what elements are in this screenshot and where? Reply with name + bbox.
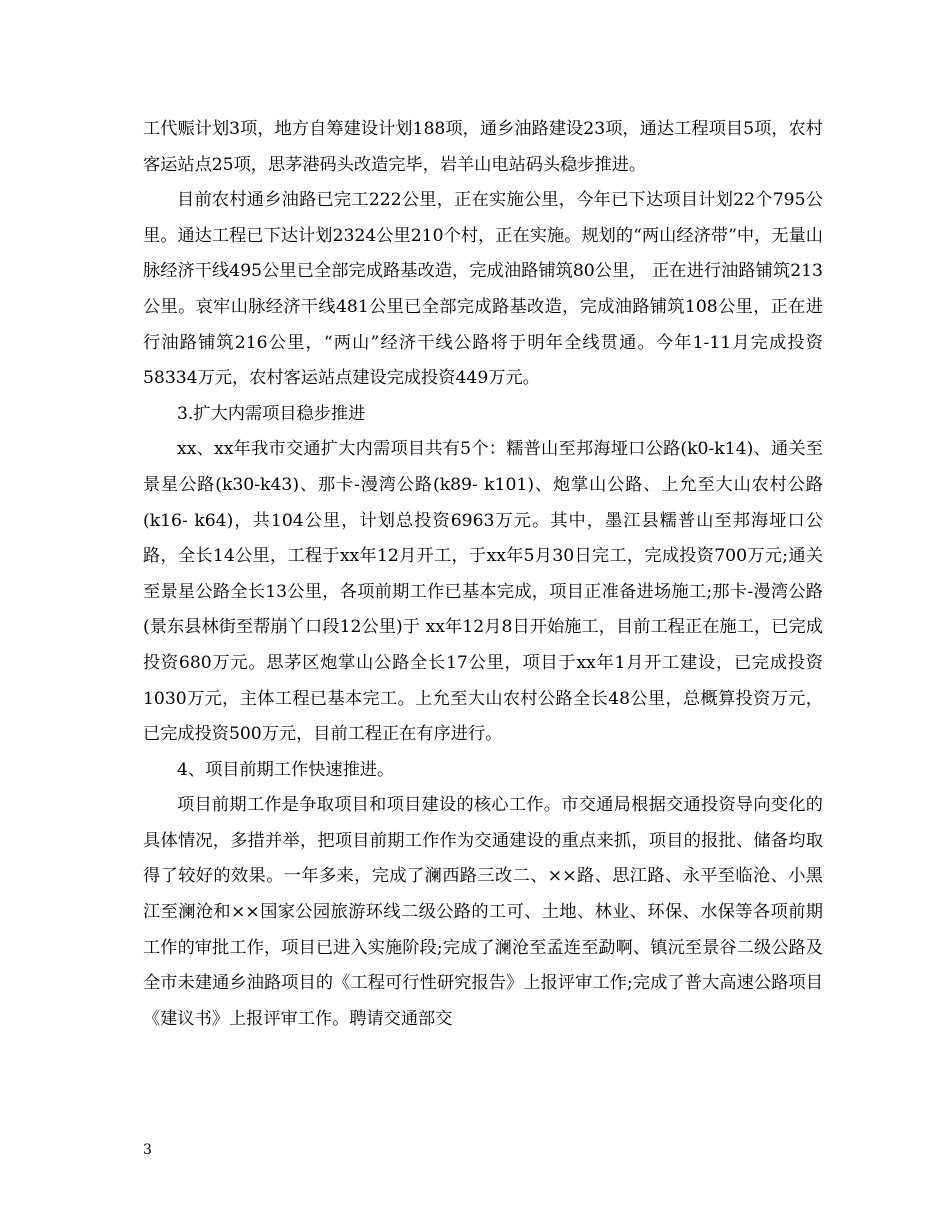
section-heading-domestic-demand: 3.扩大内需项目稳步推进 [177,403,366,424]
paragraph-rural-roads: 目前农村通乡油路已完工222公里，正在实施公里，今年已下达项目计划22个795公里。通达工程已下达计划2324公里210个村，正在实施。规划的“两山经济带”中，无量山脉经济干线495公里已全部完成路基改造，完成油路铺筑80公里， 正在进行油路铺筑213公里。哀牢山脉经济干线481公里已全部完成路基改造，完成油路铺筑108公里，正在进行油路铺筑216公里，“两山”经济干线公路将于明年全线贯通。今年1-11月完成投资58334万元，农村客运站点建设完成投资449万元。 [143,190,823,389]
section-heading-preliminary-work: 4、项目前期工作快速推进。 [177,759,395,780]
page-number: 3 [143,1142,152,1158]
paragraph-domestic-demand-projects: xx、xx年我市交通扩大内需项目共有5个：糯普山至邦海垭口公路(k0-k14)、通关至景星公路(k30-k43)、那卡-漫湾公路(k89- k101)、炮掌山公路、上允至大山农村公路(k16- k64)，共104公里，计划总投资6963万元。其中，墨江县糯普山至邦海垭口公路，全长14公里，工程于xx年12月开工，于xx年5月30日完工，完成投资700万元;通关至景星公路全长13公里，各项前期工作已基本完成，项目正准备进场施工;那卡-漫湾公路(景东县林街至帮崩丫口段12公里)于 xx年12月8日开始施工，目前工程正在施工，已完成投资680万元。思茅区炮掌山公路全长17公里，项目于xx年1月开工建设，已完成投资1030万元，主体工程已基本完工。上允至大山农村公路全长48公里，总概算投资万元，已完成投资500万元，目前工程正在有序进行。 [143,439,823,745]
body-text [143,112,823,1037]
paragraph-preliminary-work: 项目前期工作是争取项目和项目建设的核心工作。市交通局根据交通投资导向变化的具体情况，多措并举，把项目前期工作作为交通建设的重点来抓，项目的报批、储备均取得了较好的效果。一年多来，完成了澜西路三改二、××路、思江路、永平至临沧、小黑江至澜沧和××国家公园旅游环线二级公路的工可、土地、林业、环保、水保等各项前期工作的审批工作，项目已进入实施阶段;完成了澜沧至孟连至勐啊、镇沅至景谷二级公路及全市未建通乡油路项目的《工程可行性研究报告》上报评审工作;完成了普大高速公路项目《建议书》上报评审工作。聘请交通部交 [143,795,823,1029]
paragraph-continuation: 工代赈计划3项，地方自筹建设计划188项，通乡油路建设23项，通达工程项目5项，农村客运站点25项，思茅港码头改造完毕，岩羊山电站码头稳步推进。 [143,119,823,175]
